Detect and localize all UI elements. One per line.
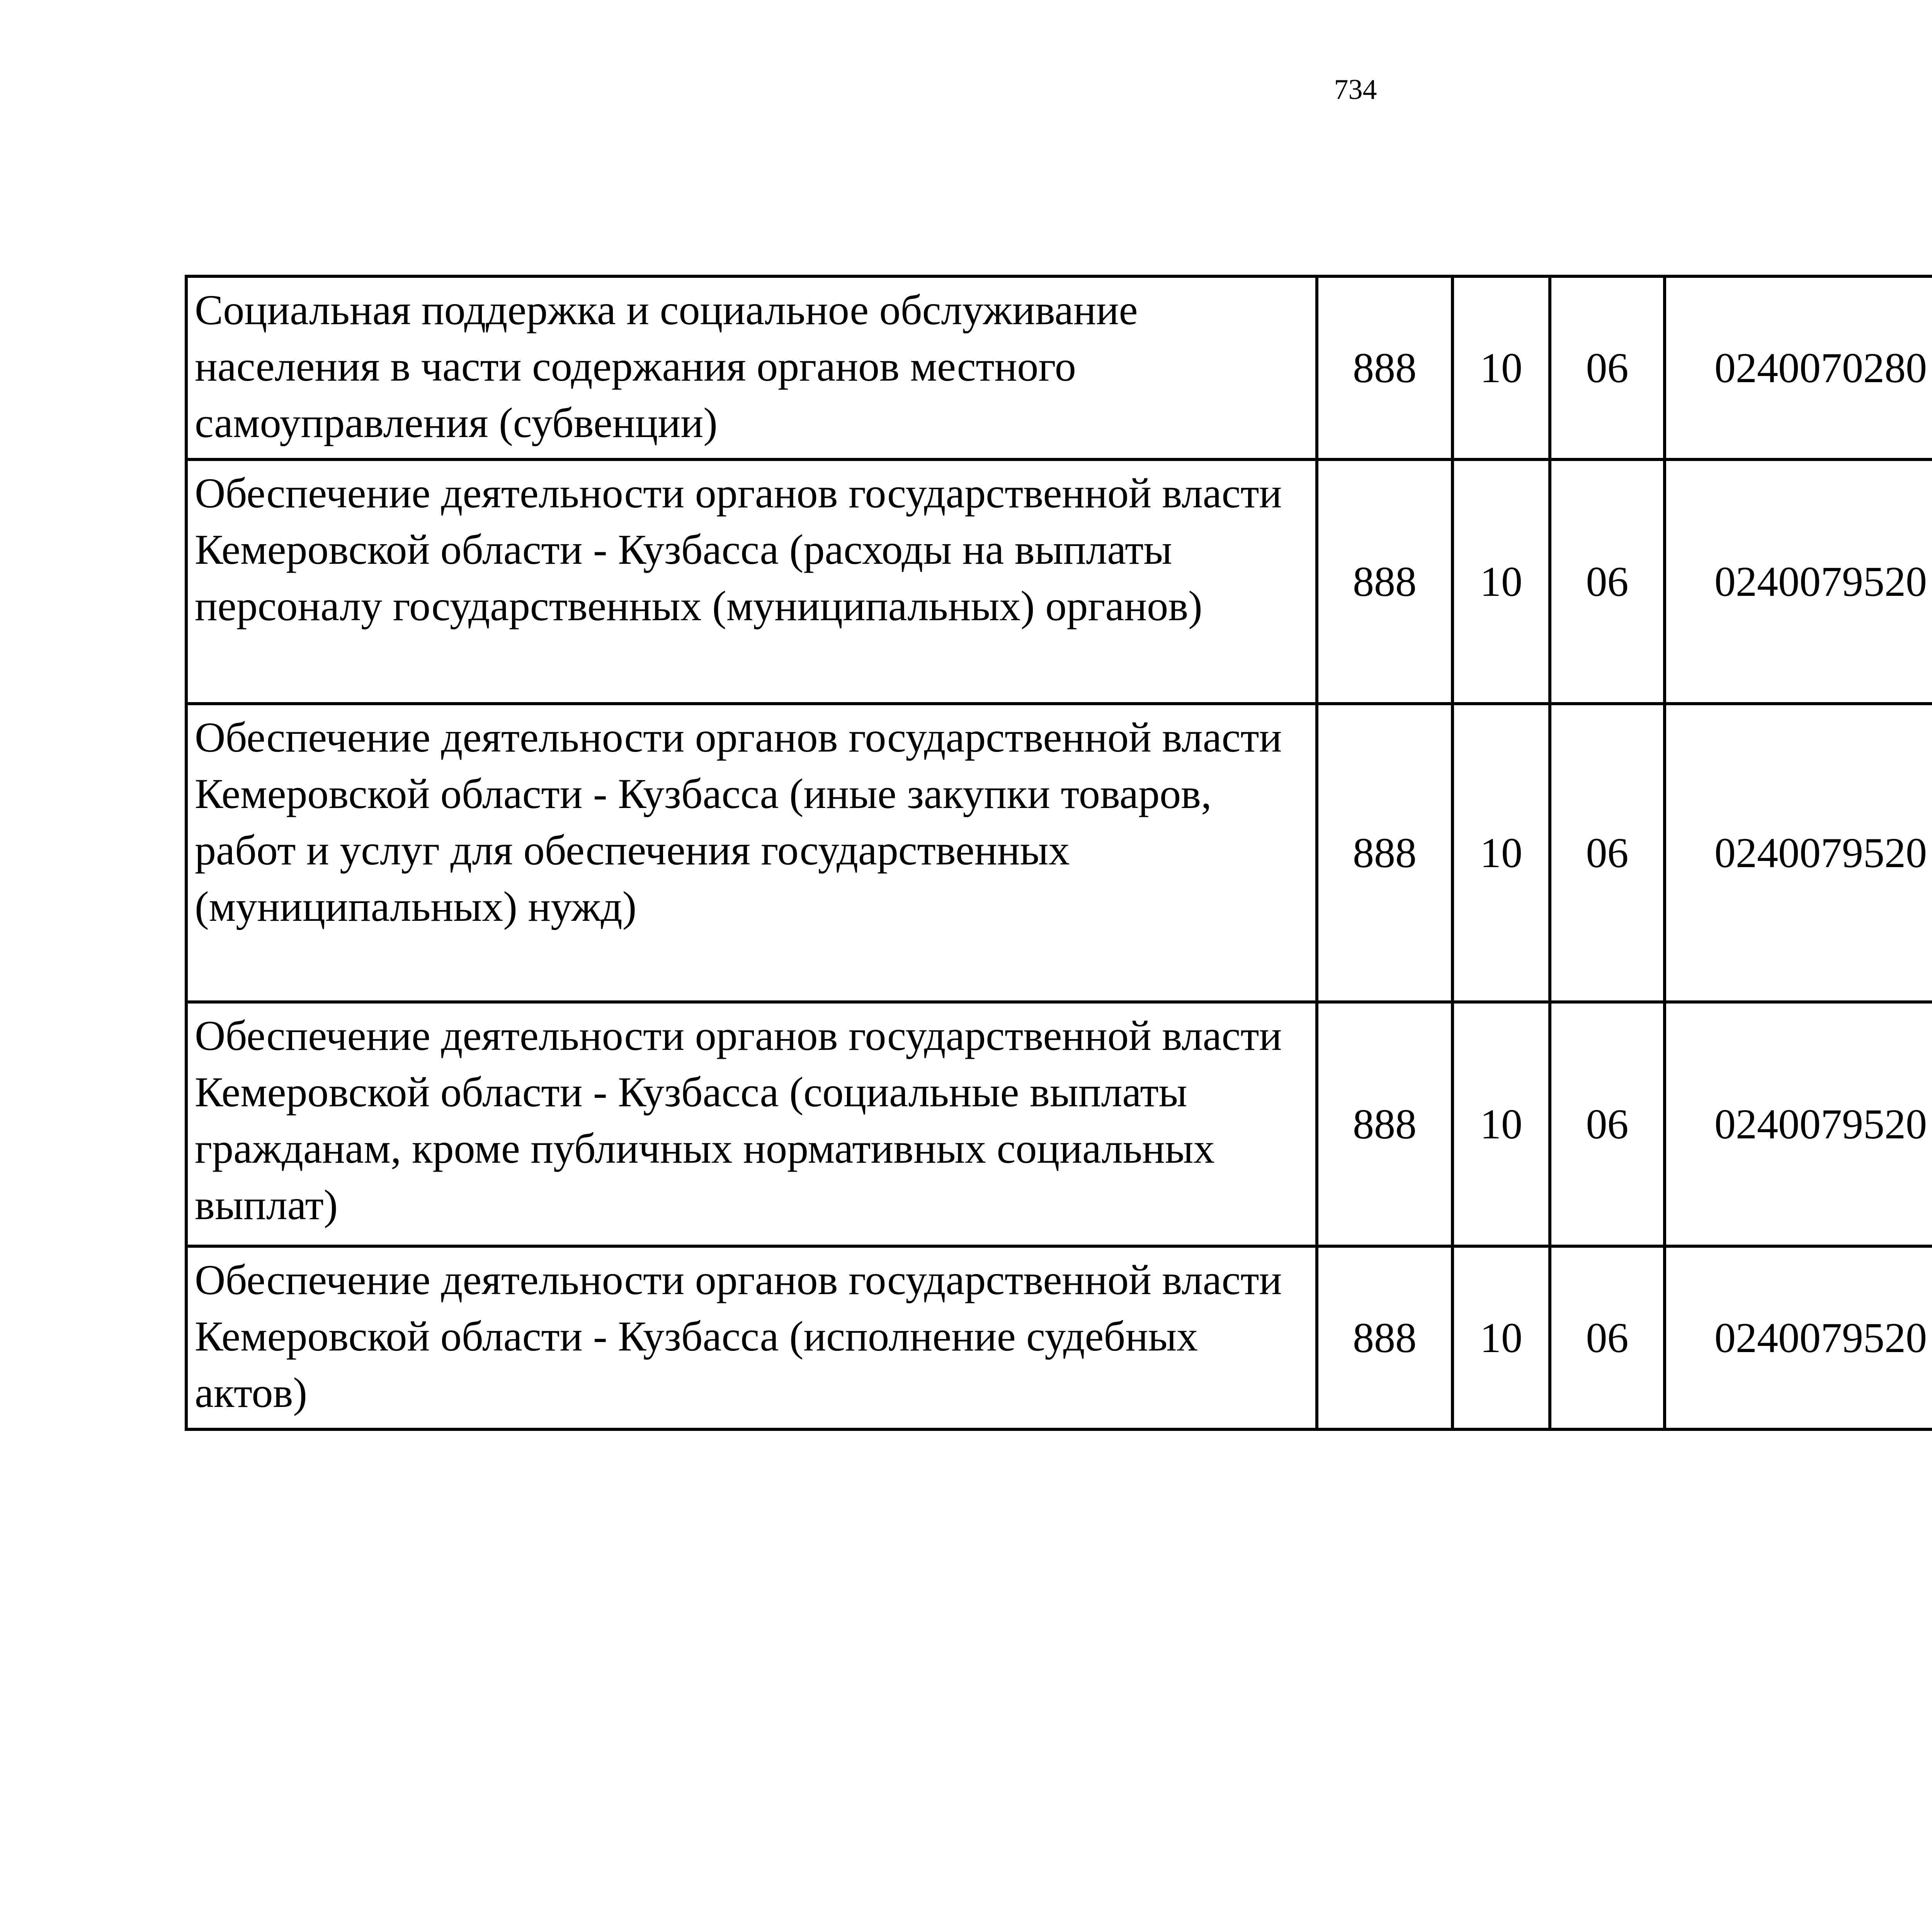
table-row [186, 1246, 1932, 1429]
target-article-code: 0240079520 [1665, 1246, 1932, 1429]
page-number: 734 [1334, 74, 1377, 105]
ministry-code: 888 [1317, 1002, 1452, 1246]
section-code: 10 [1452, 704, 1550, 1002]
row-description: Обеспечение деятельности органов государственной власти Кемеровской области - Кузбасса (расходы на выплаты персоналу государственных (муниципальных) органов) [186, 459, 1317, 704]
ministry-code: 888 [1317, 704, 1452, 1002]
ministry-code: 888 [1317, 276, 1452, 459]
row-description: Обеспечение деятельности органов государственной власти Кемеровской области - Кузбасса (исполнение судебных актов) [186, 1246, 1317, 1429]
row-description: Социальная поддержка и социальное обслуживание населения в части содержания органов местного самоуправления (субвенции) [186, 276, 1317, 459]
subsection-code: 06 [1550, 276, 1665, 459]
target-article-code: 0240079520 [1665, 704, 1932, 1002]
target-article-code: 0240079520 [1665, 1002, 1932, 1246]
ministry-code: 888 [1317, 1246, 1452, 1429]
row-description: Обеспечение деятельности органов государственной власти Кемеровской области - Кузбасса (социальные выплаты гражданам, кроме публичных нормативных социальных выплат) [186, 1002, 1317, 1246]
row-description: Обеспечение деятельности органов государственной власти Кемеровской области - Кузбасса (иные закупки товаров, работ и услуг для обеспечения государственных (муниципальных) нужд) [186, 704, 1317, 1002]
section-code: 10 [1452, 1246, 1550, 1429]
table-row [186, 459, 1932, 704]
ministry-code: 888 [1317, 459, 1452, 704]
subsection-code: 06 [1550, 1002, 1665, 1246]
section-code: 10 [1452, 276, 1550, 459]
section-code: 10 [1452, 459, 1550, 704]
target-article-code: 0240079520 [1665, 459, 1932, 704]
table-row [186, 1002, 1932, 1246]
subsection-code: 06 [1550, 1246, 1665, 1429]
subsection-code: 06 [1550, 704, 1665, 1002]
section-code: 10 [1452, 1002, 1550, 1246]
table-row [186, 704, 1932, 1002]
subsection-code: 06 [1550, 459, 1665, 704]
budget-table [185, 275, 1932, 1431]
target-article-code: 0240070280 [1665, 276, 1932, 459]
table-row [186, 276, 1932, 459]
